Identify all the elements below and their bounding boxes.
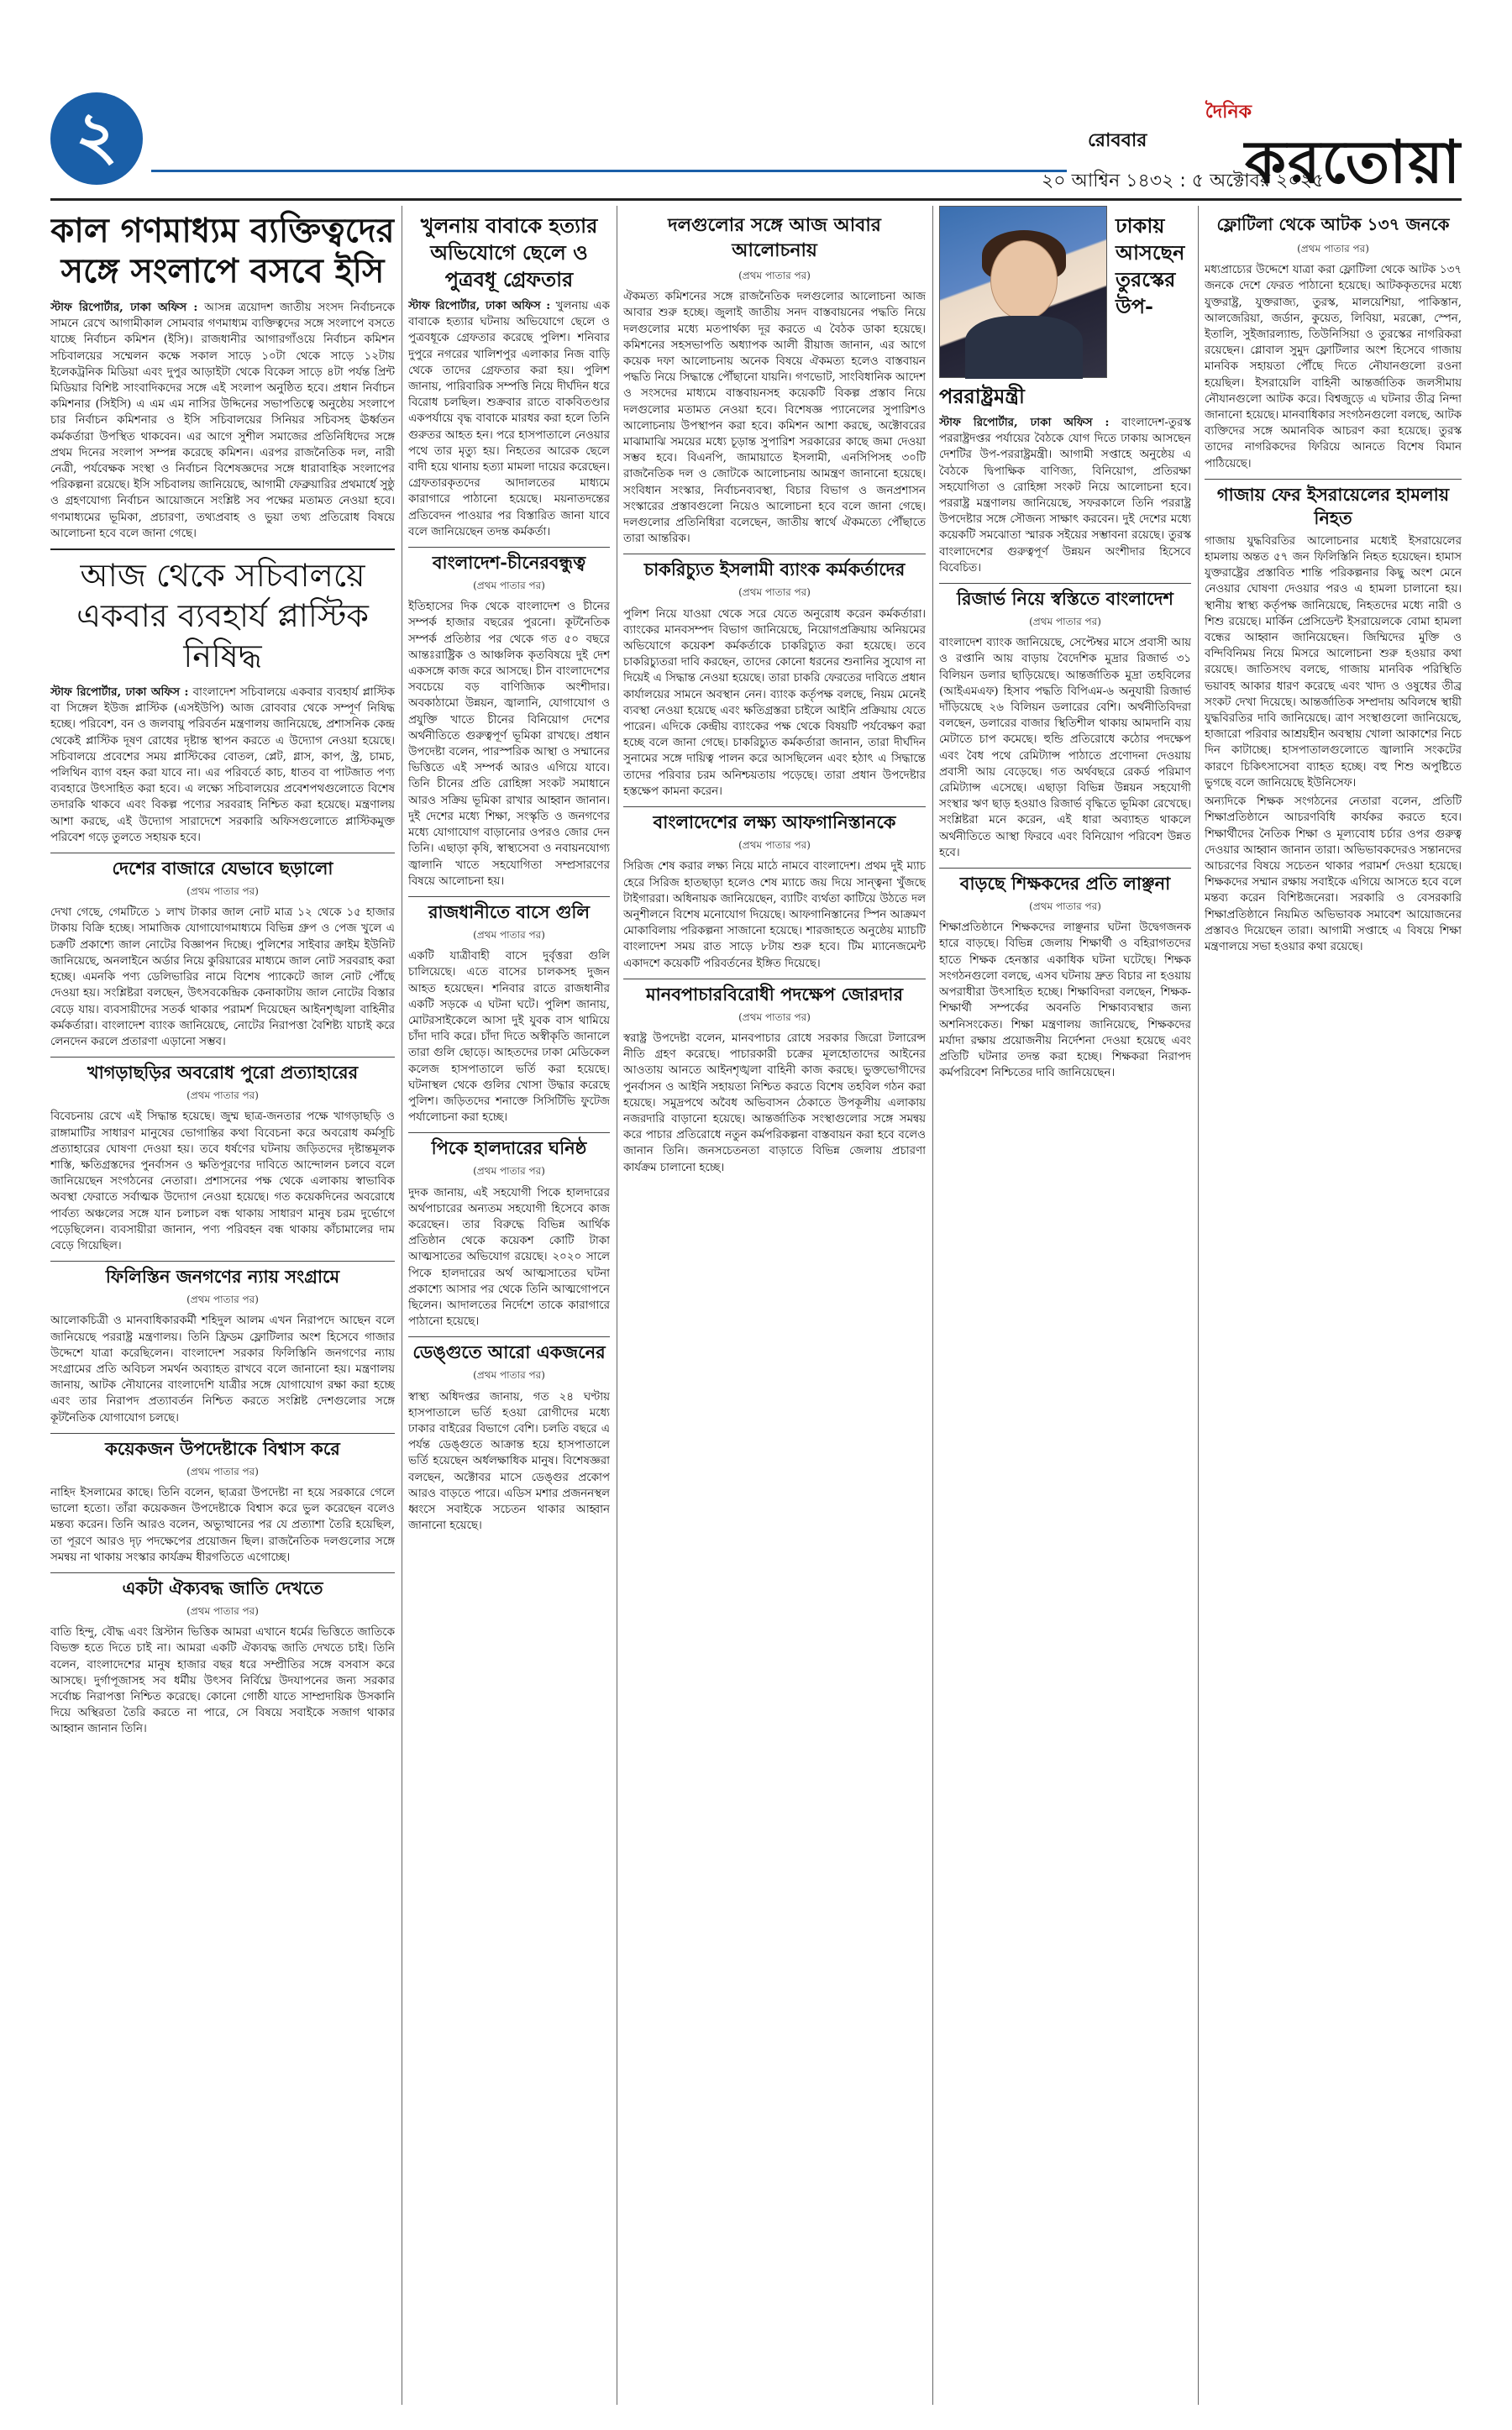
headline: ফিলিস্তিন জনগণের ন্যায় সংগ্রামে [50, 1261, 395, 1288]
continuation-note: (প্রথম পাতার পর) [738, 270, 811, 281]
continuation-note: (প্রথম পাতার পর) [1029, 900, 1101, 913]
logo-prefix: দৈনিক [1205, 102, 1252, 123]
masthead [50, 92, 1462, 197]
byline: স্টাফ রিপোর্টার, ঢাকা অফিস : [50, 301, 198, 314]
byline: স্টাফ রিপোর্টার, ঢাকা অফিস : [408, 299, 551, 312]
continuation-note: (প্রথম পাতার পর) [738, 839, 811, 852]
continuation-note: (প্রথম পাতার পর) [1029, 616, 1101, 628]
article-body: আলোকচিত্রী ও মানবাধিকারকর্মী শহিদুল আলম এখন নিরাপদে আছেন বলে জানিয়েছে পররাষ্ট্র মন্ত্রণালয়। তিনি ফ্রিডম ফ্লোটিলার অংশ হিসেবে গাজার উদ্দেশে যাত্রা করেছিলেন। বাংলাদেশ সরকার ফিলিস্তিনি জনগণের ন্যায় সংগ্রামের প্রতি অবিচল সমর্থন অব্যাহত রাখবে বলে জানানো হয়। মন্ত্রণালয় জানায়, আটক নৌযানের বাংলাদেশি যাত্রীর সঙ্গে যোগাযোগ রক্ষা করা হচ্ছে এবং তার নিরাপদ প্রত্যাবর্তন নিশ্চিত করতে সংশ্লিষ্ট দেশগুলোর সঙ্গে কূটনৈতিক যোগাযোগ চলছে। [50, 1315, 395, 1425]
headline: গাজায় ফের ইসরায়েলের হামলায় নিহত [1205, 479, 1462, 530]
article-body: বাংলাদেশ-তুরস্ক পররাষ্ট্রদপ্তর পর্যায়ের বৈঠকে যোগ দিতে ঢাকায় আসছেন দেশটির উপ-পররাষ্ট্রমন্ত্রী। আগামী সপ্তাহে অনুষ্ঠেয় এ বৈঠকে দ্বিপাক্ষিক বাণিজ্য, বিনিয়োগ, প্রতিরক্ষা সহযোগিতা ও রোহিঙ্গা সংকট নিয়ে আলোচনা হবে। পররাষ্ট্র মন্ত্রণালয় জানিয়েছে, সফরকালে তিনি পররাষ্ট্র উপদেষ্টার সঙ্গে সৌজন্য সাক্ষাৎ করবেন। দুই দেশের মধ্যে কয়েকটি সমঝোতা স্মারক সইয়ের সম্ভাবনা রয়েছে। তুরস্ক বাংলাদেশের গুরুত্বপূর্ণ উন্নয়ন অংশীদার হিসেবে বিবেচিত। [939, 417, 1191, 575]
headline: পিকে হালদারের ঘনিষ্ঠ [408, 1132, 610, 1160]
photo-face [990, 240, 1058, 320]
headline-plastic-ban: আজ থেকে সচিবালয়ে একবার ব্যবহার্য প্লাস্টিক নিষিদ্ধ [50, 548, 395, 676]
turkish-minister-photo [939, 206, 1107, 378]
column-5 [1205, 206, 1462, 2405]
continuation-note: (প্রথম পাতার পর) [186, 1294, 259, 1306]
headline: রিজার্ভ নিয়ে স্বস্তিতে বাংলাদেশ [939, 583, 1191, 611]
column-divider [1198, 206, 1199, 2405]
headline: ডেঙ্গুতে আরো একজনের [408, 1336, 610, 1364]
column-4 [939, 206, 1191, 2405]
article-body: সিরিজ শেষ করার লক্ষ্য নিয়ে মাঠে নামবে বাংলাদেশ। প্রথম দুই ম্যাচ হেরে সিরিজ হাতছাড়া হলেও শেষ ম্যাচে জয় দিয়ে সান্ত্বনা খুঁজছে টাইগাররা। অধিনায়ক জানিয়েছেন, ব্যাটিং ব্যর্থতা কাটিয়ে উঠতে দল অনুশীলনে বিশেষ মনোযোগ দিয়েছে। আফগানিস্তানের স্পিন আক্রমণ মোকাবিলায় পরিকল্পনা সাজানো হয়েছে। শারজাহতে অনুষ্ঠেয় ম্যাচটি বাংলাদেশ সময় রাত সাড়ে ৮টায় শুরু হবে। টিম ম্যানেজমেন্ট একাদশে কয়েকটি পরিবর্তনের ইঙ্গিত দিয়েছে। [623, 860, 926, 970]
headline: দেশের বাজারে যেভাবে ছড়ালো [50, 853, 395, 880]
headline: রাজধানীতে বাসে গুলি [408, 896, 610, 924]
article-body: ঐকমত্য কমিশনের সঙ্গে রাজনৈতিক দলগুলোর আলোচনা আজ আবার শুরু হচ্ছে। জুলাই জাতীয় সনদ বাস্তবায়নের পদ্ধতি নিয়ে দলগুলোর মধ্যে মতপার্থক্য দূর করতে এ বৈঠক ডাকা হয়েছে। কমিশনের সহসভাপতি অধ্যাপক আলী রীয়াজ জানান, এর আগে কয়েক দফা আলোচনায় অনেক বিষয়ে ঐকমত্য হলেও বাস্তবায়ন পদ্ধতি নিয়ে সিদ্ধান্তে পৌঁছানো যায়নি। গণভোট, সাংবিধানিক আদেশ ও সংসদের মাধ্যমে বাস্তবায়নসহ কয়েকটি বিকল্প প্রস্তাব নিয়ে দলগুলোর মতামত নেওয়া হবে। বিশেষজ্ঞ প্যানেলের সুপারিশও আলোচনায় উপস্থাপন করা হবে। কমিশন আশা করছে, অক্টোবরের মাঝামাঝি সময়ের মধ্যে চূড়ান্ত সুপারিশ সরকারের কাছে জমা দেওয়া সম্ভব হবে। বিএনপি, জামায়াতে ইসলামী, এনসিপিসহ ৩০টি রাজনৈতিক দল ও জোটকে আলোচনায় আমন্ত্রণ জানানো হয়েছে। সংবিধান সংস্কার, নির্বাচনব্যবস্থা, বিচার বিভাগ ও জনপ্রশাসন সংস্কারের প্রস্তাবগুলো নিয়েও আলোচনা হবে বলে জানা গেছে। দলগুলোর প্রতিনিধিরা বলেছেন, জাতীয় স্বার্থে ঐকমত্যে পৌঁছাতে তারা আন্তরিক। [623, 291, 926, 546]
byline: স্টাফ রিপোর্টার, ঢাকা অফিস : [50, 685, 189, 700]
column-3 [623, 206, 926, 2405]
article-body: অন্যদিকে শিক্ষক সংগঠনের নেতারা বলেন, প্রতিটি শিক্ষাপ্রতিষ্ঠানে আচরণবিধি কার্যকর করতে হবে। শিক্ষার্থীদের নৈতিক শিক্ষা ও মূল্যবোধ চর্চার ওপর গুরুত্ব দেওয়ার আহ্বান জানান তারা। অভিভাবকদেরও সন্তানদের আচরণের বিষয়ে সচেতন থাকার পরামর্শ দেওয়া হয়েছে। শিক্ষকদের সম্মান রক্ষায় সবাইকে এগিয়ে আসতে হবে বলে মন্তব্য করেন বিশিষ্টজনেরা। সরকারি ও বেসরকারি শিক্ষাপ্রতিষ্ঠানে নিয়মিত অভিভাবক সমাবেশ আয়োজনের প্রস্তাবও দিয়েছেন তারা। আগামী সপ্তাহে এ বিষয়ে শিক্ষা মন্ত্রণালয়ে সভা হওয়ার কথা রয়েছে। [1205, 795, 1462, 953]
headline: বাংলাদেশ-চীনেরবন্ধুত্ব [408, 547, 610, 575]
header-rule [50, 198, 1462, 201]
article-body: শিক্ষাপ্রতিষ্ঠানে শিক্ষকদের লাঞ্ছনার ঘটনা উদ্বেগজনক হারে বাড়ছে। বিভিন্ন জেলায় শিক্ষার্থী ও বহিরাগতদের হাতে শিক্ষক হেনস্তার একাধিক ঘটনা ঘটেছে। শিক্ষক সংগঠনগুলো বলছে, এসব ঘটনায় দ্রুত বিচার না হওয়ায় অপরাধীরা উৎসাহিত হচ্ছে। শিক্ষাবিদরা বলছেন, শিক্ষক-শিক্ষার্থী সম্পর্কের অবনতি শিক্ষাব্যবস্থার জন্য অশনিসংকেত। শিক্ষা মন্ত্রণালয় জানিয়েছে, শিক্ষকদের মর্যাদা রক্ষায় প্রয়োজনীয় নির্দেশনা দেওয়া হয়েছে এবং প্রতিটি ঘটনার তদন্ত করা হচ্ছে। শিক্ষকরা নিরাপদ কর্মপরিবেশ নিশ্চিতের দাবি জানিয়েছেন। [939, 921, 1191, 1080]
masthead-rule [151, 170, 1067, 172]
page-number-badge: ২ [50, 92, 143, 185]
continuation-note: (প্রথম পাতার পর) [473, 928, 545, 941]
byline: স্টাফ রিপোর্টার, ঢাকা অফিস : [939, 416, 1110, 429]
headline: মানবপাচারবিরোধী পদক্ষেপ জোরদার [623, 979, 926, 1006]
article-body: মধ্যপ্রাচ্যের উদ্দেশে যাত্রা করা ফ্লোটিলা থেকে আটক ১৩৭ জনকে দেশে ফেরত পাঠানো হয়েছে। আটককৃতদের মধ্যে যুক্তরাষ্ট্র, যুক্তরাজ্য, তুরস্ক, মালয়েশিয়া, পাকিস্তান, আলজেরিয়া, জর্ডান, কুয়েত, লিবিয়া, মরক্কো, স্পেন, ইতালি, সুইজারল্যান্ড, তিউনিসিয়া ও তুরস্কের নাগরিকরা রয়েছেন। গ্লোবাল সুমুদ ফ্লোটিলার অংশ হিসেবে গাজায় মানবিক সহায়তা পৌঁছে দিতে নৌযানগুলো রওনা হয়েছিল। ইসরায়েলি বাহিনী আন্তর্জাতিক জলসীমায় নৌযানগুলো আটক করে। বিশ্বজুড়ে এ ঘটনার তীব্র নিন্দা জানানো হয়েছে। মানবাধিকার সংগঠনগুলো বলছে, আটক ব্যক্তিদের সঙ্গে অমানবিক আচরণ করা হয়েছে। তুরস্ক তাদের নাগরিকদের ফিরিয়ে আনতে বিশেষ বিমান পাঠিয়েছে। [1205, 264, 1462, 470]
lead-headline: কাল গণমাধ্যম ব্যক্তিত্বদের সঙ্গে সংলাপে বসবে ইসি [50, 211, 395, 291]
article-body: খুলনায় এক বাবাকে হত্যার ঘটনায় অভিযোগে ছেলে ও পুত্রবধূকে গ্রেফতার করেছে পুলিশ। শনিবার দুপুরে নগরের খালিশপুর এলাকার নিজ বাড়ি থেকে তাদের গ্রেফতার করা হয়। পুলিশ জানায়, পারিবারিক সম্পত্তি নিয়ে দীর্ঘদিন ধরে বিরোধ চলছিল। শুক্রবার রাতে বাকবিতণ্ডার একপর্যায়ে বৃদ্ধ বাবাকে মারধর করা হলে তিনি গুরুতর আহত হন। পরে হাসপাতালে নেওয়ার পথে তার মৃত্যু হয়। নিহতের আরেক ছেলে বাদী হয়ে থানায় হত্যা মামলা দায়ের করেছেন। গ্রেফতারকৃতদের আদালতের মাধ্যমে কারাগারে পাঠানো হয়েছে। ময়নাতদন্তের প্রতিবেদন পাওয়ার পর বিস্তারিত জানা যাবে বলে জানিয়েছেন তদন্ত কর্মকর্তা। [408, 300, 610, 538]
continuation-note: (প্রথম পাতার পর) [186, 1089, 259, 1102]
continuation-note: (প্রথম পাতার পর) [473, 1165, 545, 1178]
article-body: দুদক জানায়, এই সহযোগী পিকে হালদারের অর্থপাচারের অন্যতম সহযোগী হিসেবে কাজ করেছেন। তার বিরুদ্ধে বিভিন্ন আর্থিক প্রতিষ্ঠান থেকে কয়েকশ কোটি টাকা আত্মসাতের অভিযোগ রয়েছে। ২০২০ সালে পিকে হালদারের অর্থ আত্মসাতের ঘটনা প্রকাশ্যে আসার পর থেকে তিনি আত্মগোপনে ছিলেন। আদালতের নির্দেশে তাকে কারাগারে পাঠানো হয়েছে। [408, 1186, 610, 1329]
article-body: স্বরাষ্ট্র উপদেষ্টা বলেন, মানবপাচার রোধে সরকার জিরো টলারেন্স নীতি গ্রহণ করেছে। পাচারকারী চক্রের মূলহোতাদের আইনের আওতায় আনতে আইনশৃঙ্খলা বাহিনী কাজ করছে। ভুক্তভোগীদের পুনর্বাসন ও আইনি সহায়তা নিশ্চিত করতে বিশেষ তহবিল গঠন করা হয়েছে। সমুদ্রপথে অবৈধ অভিবাসন ঠেকাতে উপকূলীয় এলাকায় নজরদারি বাড়ানো হয়েছে। আন্তর্জাতিক সংস্থাগুলোর সঙ্গে সমন্বয় করে পাচার প্রতিরোধে নতুন কর্মপরিকল্পনা বাস্তবায়ন করা হবে বলেও জানান তিনি। জনসচেতনতা বাড়াতে বিভিন্ন জেলায় প্রচারণা কার্যক্রম চালানো হচ্ছে। [623, 1031, 926, 1174]
photo-body [965, 316, 1083, 379]
article-body: দেখা গেছে, গেমটিতে ১ লাখ টাকার জাল নোট মাত্র ১২ থেকে ১৫ হাজার টাকায় বিক্রি হচ্ছে। সামাজিক যোগাযোগমাধ্যমে বিভিন্ন গ্রুপ ও পেজ খুলে এ চক্রটি প্রকাশ্যে জাল নোটের বিজ্ঞাপন দিচ্ছে। পুলিশের সাইবার ক্রাইম ইউনিট জানিয়েছে, অনলাইনে অর্ডার নিয়ে কুরিয়ারের মাধ্যমে জাল নোট সরবরাহ করা হচ্ছে। এমনকি পণ্য ডেলিভারির নামে বিশেষ প্যাকেটে জাল নোট পৌঁছে দেওয়া হয়। সংশ্লিষ্টরা বলছেন, উৎসবকেন্দ্রিক কেনাকাটায় জাল নোটের বিস্তার বেড়ে যায়। ব্যবসায়ীদের সতর্ক থাকার পরামর্শ দিয়েছেন আইনশৃঙ্খলা বাহিনীর কর্মকর্তারা। বাংলাদেশ ব্যাংক জানিয়েছে, নোটের নিরাপত্তা বৈশিষ্ট্য যাচাই করে লেনদেন করলে প্রতারণা এড়ানো সম্ভব। [50, 906, 395, 1048]
article-body: পুলিশ নিয়ে যাওয়া থেকে সরে যেতে অনুরোধ করেন কর্মকর্তারা। ব্যাংকের মানবসম্পদ বিভাগ জানিয়েছে, নিয়োগপ্রক্রিয়ায় অনিয়মের অভিযোগে কয়েকশ কর্মকর্তাকে চাকরিচ্যুত করা হয়েছে। তবে চাকরিচ্যুতরা দাবি করছেন, তাদের কোনো ধরনের শুনানির সুযোগ না দিয়েই এ সিদ্ধান্ত নেওয়া হয়েছে। তারা চাকরি ফেরতের দাবিতে প্রধান কার্যালয়ের সামনে অবস্থান নেন। ব্যাংক কর্তৃপক্ষ বলছে, নিয়ম মেনেই ব্যবস্থা নেওয়া হয়েছে এবং ক্ষতিগ্রস্তরা চাইলে আইনি প্রক্রিয়ায় যেতে পারেন। এদিকে কেন্দ্রীয় ব্যাংকের পক্ষ থেকে বিষয়টি পর্যবেক্ষণ করা হচ্ছে বলে জানা গেছে। চাকরিচ্যুত কর্মকর্তারা জানান, তারা দীর্ঘদিন সুনামের সঙ্গে দায়িত্ব পালন করে আসছিলেন এবং হঠাৎ এ সিদ্ধান্তে তাদের পরিবার চরম অনিশ্চয়তায় পড়েছে। তারা প্রধান উপদেষ্টার হস্তক্ষেপ কামনা করেন। [623, 607, 926, 798]
continuation-note: (প্রথম পাতার পর) [186, 1604, 259, 1617]
article-body: নাহিদ ইসলামের কাছে। তিনি বলেন, ছাত্ররা উপদেষ্টা না হয়ে সরকারে গেলে ভালো হতো। তাঁরা কয়েকজন উপদেষ্টাকে বিশ্বাস করে ভুল করেছেন বলেও মন্তব্য করেন। তিনি আরও বলেন, অভ্যুত্থানের পর যে প্রত্যাশা তৈরি হয়েছিল, তা পূরণে আরও দৃঢ় পদক্ষেপের প্রয়োজন ছিল। রাজনৈতিক দলগুলোর সঙ্গে সমন্বয় না থাকায় সংস্কার কার্যক্রম ধীরগতিতে এগোচ্ছে। [50, 1486, 395, 1564]
headline: চাকরিচ্যুত ইসলামী ব্যাংক কর্মকর্তাদের [623, 554, 926, 581]
continuation-note: (প্রথম পাতার পর) [473, 1369, 545, 1382]
headline-flotilla: ফ্লোটিলা থেকে আটক ১৩৭ জনকে [1216, 214, 1450, 234]
article-body: বাংলাদেশ সচিবালয়ে একবার ব্যবহার্য প্লাস্টিক বা সিঙ্গেল ইউজ প্লাস্টিক (এসইউপি) আজ রোববার থেকে সম্পূর্ণ নিষিদ্ধ হচ্ছে। পরিবেশ, বন ও জলবায়ু পরিবর্তন মন্ত্রণালয় জানিয়েছে, প্রশাসনিক কেন্দ্র থেকেই প্লাস্টিক দূষণ রোধের দৃষ্টান্ত স্থাপন করতে এ উদ্যোগ নেওয়া হয়েছে। সচিবালয়ে প্রবেশের সময় প্লাস্টিকের বোতল, প্লেট, গ্লাস, কাপ, স্ট্র, চামচ, পলিথিন ব্যাগ বহন করা যাবে না। এর পরিবর্তে কাচ, ধাতব বা পাটজাত পণ্য ব্যবহারে উৎসাহিত করা হবে। এ লক্ষ্যে সচিবালয়ের প্রবেশপথগুলোতে বিশেষ তদারকি থাকবে এবং বিকল্প পণ্যের সরবরাহ নিশ্চিত করা হয়েছে। মন্ত্রণালয় আশা করছে, এই উদ্যোগ সারাদেশে সরকারি অফিসগুলোতে প্লাস্টিকমুক্ত পরিবেশ গড়ে তুলতে সহায়ক হবে। [50, 686, 395, 844]
logo-name: করতোয়া [1245, 127, 1462, 197]
continuation-note: (প্রথম পাতার পর) [186, 885, 259, 898]
continuation-note: (প্রথম পাতার পর) [1297, 243, 1369, 255]
newspaper-logo [1142, 97, 1462, 197]
continuation-note: (প্রথম পাতার পর) [186, 1465, 259, 1477]
headline: একটা ঐক্যবদ্ধ জাতি দেখতে [50, 1572, 395, 1600]
weekday: রোববার [1088, 130, 1147, 151]
article-body: বাতি হিন্দু, বৌদ্ধ এবং খ্রিস্টান ভিত্তিক আমরা এখানে ধর্মের ভিত্তিতে জাতিকে বিভক্ত হতে দিতে চাই না। আমরা একটি ঐক্যবদ্ধ জাতি দেখতে চাই। তিনি বলেন, বাংলাদেশের মানুষ হাজার বছর ধরে সম্প্রীতির সঙ্গে বসবাস করে আসছে। দুর্গাপূজাসহ সব ধর্মীয় উৎসব নির্বিঘ্নে উদযাপনের জন্য সরকার সর্বোচ্চ নিরাপত্তা নিশ্চিত করেছে। কোনো গোষ্ঠী যাতে সাম্প্রদায়িক উসকানি দিয়ে অস্থিরতা তৈরি করতে না পারে, সে বিষয়ে সবাইকে সজাগ থাকার আহ্বান জানান তিনি। [50, 1626, 395, 1736]
article-body: আসন্ন ত্রয়োদশ জাতীয় সংসদ নির্বাচনকে সামনে রেখে আগামীকাল সোমবার গণমাধ্যম ব্যক্তিত্বদের সঙ্গে সংলাপে বসতে যাচ্ছে নির্বাচন কমিশন (ইসি)। রাজধানীর আগারগাঁওয়ে নির্বাচন কমিশন সচিবালয়ের সম্মেলন কক্ষে সকাল সাড়ে ১০টা থেকে সাড়ে ১২টায় ইলেকট্রনিক মিডিয়া এবং দুপুর আড়াইটা থেকে বিকেল সাড়ে ৪টা পর্যন্ত প্রিন্ট মিডিয়ার বিশিষ্ট সাংবাদিকদের সঙ্গে এই সংলাপ অনুষ্ঠিত হবে। প্রধান নির্বাচন কমিশনার (সিইসি) এ এম এম নাসির উদ্দিনের সভাপতিত্বে অনুষ্ঠেয় সংলাপে চার নির্বাচন কমিশনার ও ইসি সচিবালয়ের সিনিয়র সচিবসহ ঊর্ধ্বতন কর্মকর্তারা উপস্থিত থাকবেন। এর আগে সুশীল সমাজের প্রতিনিধিদের সঙ্গে প্রথম দিনের সংলাপ সম্পন্ন করেছে কমিশন। এরপর রাজনৈতিক দল, নারী নেত্রী, পর্যবেক্ষক সংস্থা ও নির্বাচন বিশেষজ্ঞদের সঙ্গে ধারাবাহিক সংলাপের পরিকল্পনা রয়েছে। ইসি সচিবালয় জানিয়েছে, আগামী ফেব্রুয়ারির প্রথমার্ধে সুষ্ঠু ও গ্রহণযোগ্য নির্বাচন আয়োজনে সংশ্লিষ্ট সব পক্ষের মতামত নেওয়া হবে। গণমাধ্যমের ভূমিকা, প্রচারণা, তথ্যপ্রবাহ ও ভুয়া তথ্য প্রতিরোধ বিষয়ে আলোচনা হবে বলে জানা গেছে। [50, 302, 395, 540]
article-body: বাংলাদেশ ব্যাংক জানিয়েছে, সেপ্টেম্বর মাসে প্রবাসী আয় ও রপ্তানি আয় বাড়ায় বৈদেশিক মুদ্রার রিজার্ভ ৩১ বিলিয়ন ডলার ছাড়িয়েছে। আন্তর্জাতিক মুদ্রা তহবিলের (আইএমএফ) হিসাব পদ্ধতি বিপিএম-৬ অনুযায়ী রিজার্ভ দাঁড়িয়েছে ২৬ বিলিয়ন ডলারের বেশি। অর্থনীতিবিদরা বলছেন, ডলারের বাজার স্থিতিশীল থাকায় আমদানি ব্যয় মেটাতে চাপ কমেছে। হুন্ডি প্রতিরোধে কঠোর পদক্ষেপ এবং বৈধ পথে রেমিট্যান্স পাঠাতে প্রণোদনা দেওয়ায় প্রবাসী আয় বেড়েছে। গত অর্থবছরে রেকর্ড পরিমাণ রেমিট্যান্স এসেছে। এছাড়া বিভিন্ন উন্নয়ন সহযোগী সংস্থার ঋণ ছাড় হওয়াও রিজার্ভ বৃদ্ধিতে ভূমিকা রেখেছে। সংশ্লিষ্টরা মনে করেন, এই ধারা অব্যাহত থাকলে অর্থনীতিতে আস্থা ফিরবে এবং বিনিয়োগ পরিবেশ উন্নত হবে। [939, 637, 1191, 859]
article-body: একটি যাত্রীবাহী বাসে দুর্বৃত্তরা গুলি চালিয়েছে। এতে বাসের চালকসহ দুজন আহত হয়েছেন। শনিবার রাতে রাজধানীর একটি সড়কে এ ঘটনা ঘটে। পুলিশ জানায়, মোটরসাইকেলে আসা দুই যুবক বাস থামিয়ে চাঁদা দাবি করে। চাঁদা দিতে অস্বীকৃতি জানালে তারা গুলি ছোড়ে। আহতদের ঢাকা মেডিকেল কলেজ হাসপাতালে ভর্তি করা হয়েছে। ঘটনাস্থল থেকে গুলির খোসা উদ্ধার করেছে পুলিশ। জড়িতদের শনাক্তে সিসিটিভি ফুটেজ পর্যালোচনা করা হচ্ছে। [408, 950, 610, 1125]
headline-dialogue: দলগুলোর সঙ্গে আজ আবার আলোচনায় [668, 214, 881, 261]
column-2 [408, 206, 610, 2405]
article-body: ইতিহাসের দিক থেকে বাংলাদেশ ও চীনের সম্পর্ক হাজার বছরের পুরনো। কূটনৈতিক সম্পর্ক প্রতিষ্ঠার পর থেকে গত ৫০ বছরে আন্তঃরাষ্ট্রিক ও আঞ্চলিক কৃতবিষয়ে দুই দেশ একসঙ্গে কাজ করে আসছে। চীন বাংলাদেশের সবচেয়ে বড় বাণিজ্যিক অংশীদার। অবকাঠামো উন্নয়ন, জ্বালানি, যোগাযোগ ও প্রযুক্তি খাতে চীনের বিনিয়োগ দেশের অর্থনীতিতে গুরুত্বপূর্ণ ভূমিকা রাখছে। প্রধান উপদেষ্টা বলেন, পারস্পরিক আস্থা ও সম্মানের ভিত্তিতে এই সম্পর্ক আরও এগিয়ে যাবে। তিনি চীনের প্রতি রোহিঙ্গা সংকট সমাধানে আরও সক্রিয় ভূমিকা রাখার আহ্বান জানান। দুই দেশের মধ্যে শিক্ষা, সংস্কৃতি ও জনগণের মধ্যে যোগাযোগ বাড়ানোর ওপরও জোর দেন তিনি। এছাড়া কৃষি, স্বাস্থ্যসেবা ও নবায়নযোগ্য জ্বালানি খাতে সহযোগিতা সম্প্রসারণের বিষয়ে আলোচনা হয়। [408, 601, 610, 888]
headline: বাড়ছে শিক্ষকদের প্রতি লাঞ্ছনা [939, 868, 1191, 895]
article-body: স্বাস্থ্য অধিদপ্তর জানায়, গত ২৪ ঘণ্টায় হাসপাতালে ভর্তি হওয়া রোগীদের মধ্যে ঢাকার বাইরের বিভাগে বেশি। চলতি বছরে এ পর্যন্ত ডেঙ্গুতে আক্রান্ত হয়ে হাসপাতালে ভর্তি হয়েছেন অর্ধলক্ষাধিক মানুষ। বিশেষজ্ঞরা বলছেন, অক্টোবর মাসে ডেঙ্গুর প্রকোপ আরও বাড়তে পারে। এডিস মশার প্রজননস্থল ধ্বংসে সবাইকে সচেতন থাকার আহ্বান জানানো হয়েছে। [408, 1390, 610, 1533]
column-1 [50, 206, 395, 2405]
continuation-note: (প্রথম পাতার পর) [473, 580, 545, 592]
headline: খাগড়াছড়ির অবরোধ পুরো প্রত্যাহারের [50, 1057, 395, 1084]
article-body: গাজায় যুদ্ধবিরতির আলোচনার মধ্যেই ইসরায়েলের হামলায় অন্তত ৫৭ জন ফিলিস্তিনি নিহত হয়েছেন। হামাস যুক্তরাষ্ট্রের প্রস্তাবিত শান্তি পরিকল্পনার কিছু অংশ মেনে নেওয়ার ঘোষণা দেওয়ার পরও এ হামলা চালানো হয়। স্থানীয় স্বাস্থ্য কর্তৃপক্ষ জানিয়েছে, নিহতদের মধ্যে নারী ও শিশু রয়েছে। মার্কিন প্রেসিডেন্ট ইসরায়েলকে বোমা হামলা বন্ধের আহ্বান জানিয়েছেন। জিম্মিদের মুক্তি ও বন্দিবিনিময় নিয়ে মিসরে আলোচনা শুরু হওয়ার কথা রয়েছে। জাতিসংঘ বলছে, গাজায় মানবিক পরিস্থিতি ভয়াবহ আকার ধারণ করেছে এবং খাদ্য ও ওষুধের তীব্র সংকট দেখা দিয়েছে। আন্তর্জাতিক সম্প্রদায় অবিলম্বে স্থায়ী যুদ্ধবিরতির দাবি জানিয়েছে। ত্রাণ সংস্থাগুলো জানিয়েছে, হাজারো পরিবার আশ্রয়হীন অবস্থায় খোলা আকাশের নিচে দিন কাটাচ্ছে। হাসপাতালগুলোতে জ্বালানি সংকটের কারণে চিকিৎসাসেবা ব্যাহত হচ্ছে। বহু শিশু অপুষ্টিতে ভুগছে বলে জানিয়েছে ইউনিসেফ। [1205, 534, 1462, 790]
continuation-note: (প্রথম পাতার পর) [738, 586, 811, 599]
headline: বাংলাদেশের লক্ষ্য আফগানিস্তানকে [623, 806, 926, 834]
article-body: বিবেচনায় রেখে এই সিদ্ধান্ত হয়েছে। জুম্ম ছাত্র-জনতার পক্ষে খাগড়াছড়ি ও রাঙ্গামাটির সাধারণ মানুষের ভোগান্তির কথা বিবেচনা করে অবরোধ কর্মসূচি প্রত্যাহারের ঘোষণা দেওয়া হয়। তবে ধর্ষণের ঘটনায় জড়িতদের দৃষ্টান্তমূলক শাস্তি, ক্ষতিগ্রস্তদের পুনর্বাসন ও ক্ষতিপূরণের দাবিতে আন্দোলন চলবে বলে জানিয়েছেন সংগঠনের নেতারা। প্রশাসনের পক্ষ থেকে এলাকায় স্বাভাবিক অবস্থা ফেরাতে সর্বাত্মক উদ্যোগ নেওয়া হয়েছে। গত কয়েকদিনের অবরোধে পার্বত্য অঞ্চলের সঙ্গে যান চলাচল বন্ধ থাকায় সাধারণ মানুষ চরম দুর্ভোগে পড়েছিলেন। ব্যবসায়ীরা জানান, পণ্য পরিবহন বন্ধ থাকায় কাঁচামালের দাম বেড়ে গিয়েছিল। [50, 1110, 395, 1252]
column-divider [932, 206, 933, 2405]
date-line: ২০ আশ্বিন ১৪৩২ : ৫ অক্টোবর ২০২৫ [1042, 171, 1325, 192]
headline-khulna: খুলনায় বাবাকে হত্যার অভিযোগে ছেলে ও পুত্রবধূ গ্রেফতার [420, 213, 598, 291]
continuation-note: (প্রথম পাতার পর) [738, 1010, 811, 1023]
headline-turkey: ঢাকায় আসছেন তুরস্কের উপ-পররাষ্ট্রমন্ত্রী [939, 213, 1185, 408]
headline: কয়েকজন উপদেষ্টাকে বিশ্বাস করে [50, 1433, 395, 1461]
